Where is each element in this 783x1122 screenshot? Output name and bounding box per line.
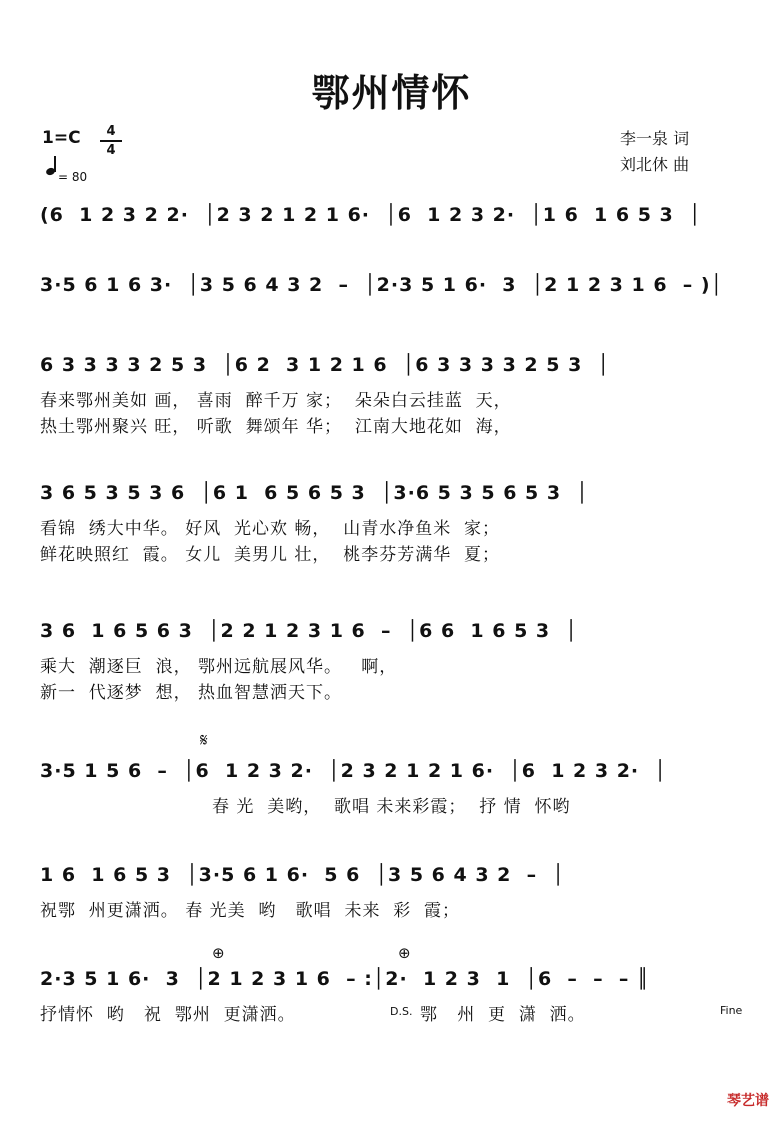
- lyric-line-4-verse-1: 看锦 绣大中华。 好风 光心欢 畅， 山青水净鱼米 家；: [40, 519, 501, 539]
- lyric-line-8-part-2: 鄂 州 更 潇 洒。: [420, 1005, 586, 1025]
- notation-line-7: 1 6 1 6 5 3 │3·5 6 1 6· 5 6 │3 5 6 4 3 2 – │: [40, 864, 565, 886]
- lyric-line-6: 春 光 美哟， 歌唱 未来彩霞； 抒 情 怀哟: [212, 797, 571, 817]
- coda-sign-2: ⊕: [398, 944, 411, 962]
- coda-sign-1: ⊕: [212, 944, 225, 962]
- site-watermark-logo: 琴艺谱: [727, 1093, 769, 1109]
- notation-line-1: (6 1 2 3 2 2· │2 3 2 1 2 1 6· │6 1 2 3 2· │1 6 1 6 5 3 │: [40, 204, 702, 226]
- ds-marking: D.S.: [390, 1005, 413, 1018]
- lyric-line-5-verse-1: 乘大 潮逐巨 浪， 鄂州远航展风华。 啊，: [40, 657, 398, 677]
- notation-line-2: 3·5 6 1 6 3· │3 5 6 4 3 2 – │2·3 5 1 6· 3 │2 1 2 3 1 6 – )│: [40, 274, 724, 296]
- notation-line-3: 6 3 3 3 3 2 5 3 │6 2 3 1 2 1 6 │6 3 3 3 3 2 5 3 │: [40, 354, 610, 376]
- time-signature-bottom: 4: [106, 143, 116, 158]
- time-signature-top: 4: [106, 124, 116, 139]
- key-signature: 1=C: [42, 128, 81, 148]
- tempo-marking: = 80: [58, 170, 88, 184]
- notation-line-4: 3 6 5 3 5 3 6 │6 1 6 5 6 5 3 │3·6 5 3 5 6 5 3 │: [40, 482, 589, 504]
- song-title: 鄂州情怀: [311, 71, 472, 115]
- segno-sign: 𝄋: [200, 730, 208, 751]
- fine-marking: Fine: [720, 1004, 743, 1017]
- time-signature-divider: [100, 140, 122, 142]
- lyric-line-3-verse-1: 春来鄂州美如 画， 喜雨 醉千万 家； 朵朵白云挂蓝 天，: [40, 391, 512, 411]
- composer-credit: 刘北休 曲: [620, 155, 690, 174]
- time-signature: [100, 124, 122, 158]
- lyric-line-4-verse-2: 鲜花映照红 霞。 女儿 美男儿 壮， 桃李芬芳满华 夏；: [40, 545, 501, 565]
- lyric-line-5-verse-2: 新一 代逐梦 想， 热血智慧洒天下。: [40, 683, 343, 703]
- lyric-line-8-part-1: 抒情怀 哟 祝 鄂州 更潇洒。: [40, 1005, 296, 1025]
- notation-line-8: 2·3 5 1 6· 3 │2 1 2 3 1 6 – :│2· 1 2 3 1 │6 – – – ║: [40, 968, 650, 990]
- lyricist-credit: 李一泉 词: [620, 129, 690, 148]
- lyric-line-3-verse-2: 热土鄂州聚兴 旺， 听歌 舞颂年 华； 江南大地花如 海，: [40, 417, 512, 437]
- lyric-line-7: 祝鄂 州更潇洒。 春 光美 哟 歌唱 未来 彩 霞；: [40, 901, 461, 921]
- notation-line-6: 3·5 1 5 6 – │6 1 2 3 2· │2 3 2 1 2 1 6· │6 1 2 3 2· │: [40, 760, 667, 782]
- notation-line-5: 3 6 1 6 5 6 3 │2 2 1 2 3 1 6 – │6 6 1 6 5 3 │: [40, 620, 578, 642]
- quarter-note-stem-icon: [54, 156, 56, 172]
